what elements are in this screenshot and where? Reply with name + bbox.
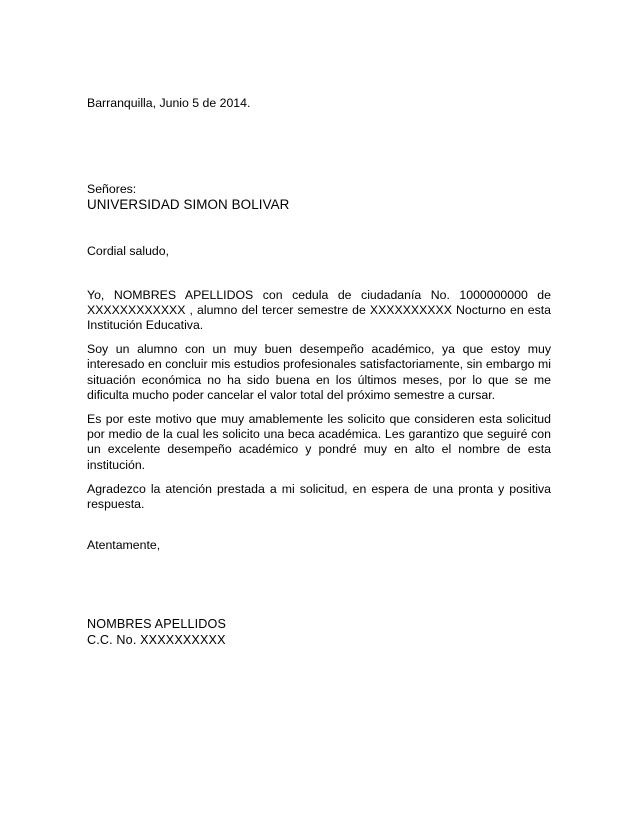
signature-id-number: C.C. No. XXXXXXXXXX xyxy=(87,633,226,648)
closing-line: Atentamente, xyxy=(87,538,161,553)
spacer-paragraph-3-4 xyxy=(87,473,551,482)
spacer-greeting-body xyxy=(87,260,551,288)
date-line: Barranquilla, Junio 5 de 2014. xyxy=(87,96,251,110)
signature-block xyxy=(87,617,551,648)
spacer-paragraph-1-2 xyxy=(87,333,551,342)
spacer-body-closing xyxy=(87,512,551,538)
body-paragraph-2: Soy un alumno con un muy buen desempeño académico, ya que estoy muy interesado en concluir mis estudios profesionales satisfactoriamente, sin embargo mi situación económica no ha sido buena en los últimos meses, por lo que se me dificulta mucho poder cancelar el valor total del próximo semestre a cursar. xyxy=(87,342,551,402)
recipient-salutation: Señores: xyxy=(87,182,137,197)
recipient-block xyxy=(87,182,551,213)
signature-name: NOMBRES APELLIDOS xyxy=(87,617,227,632)
body-paragraph-4: Agradezco la atención prestada a mi solicitud, en espera de una pronta y positiva respuesta. xyxy=(87,481,551,512)
signature-space xyxy=(87,553,551,617)
spacer-paragraph-2-3 xyxy=(87,403,551,412)
greeting-line: Cordial saludo, xyxy=(87,244,170,259)
body-paragraph-3: Es por este motivo que muy amablemente les solicito que consideren esta solicitud por medio de la cual les solicito una beca académica. Les garantizo que seguiré con un excelente desempeño académico y pondré muy en alto el nombre de esta institución. xyxy=(87,412,551,472)
letter-body-container xyxy=(87,96,551,649)
recipient-organization: UNIVERSIDAD SIMON BOLIVAR xyxy=(87,197,290,213)
spacer-recipient-greeting xyxy=(87,213,551,244)
body-paragraph-1: Yo, NOMBRES APELLIDOS con cedula de ciudadanía No. 1000000000 de XXXXXXXXXXXX , alumno del tercer semestre de XXXXXXXXXX Nocturno en esta Institución Educativa. xyxy=(87,287,551,333)
spacer-date-recipient xyxy=(87,111,551,182)
